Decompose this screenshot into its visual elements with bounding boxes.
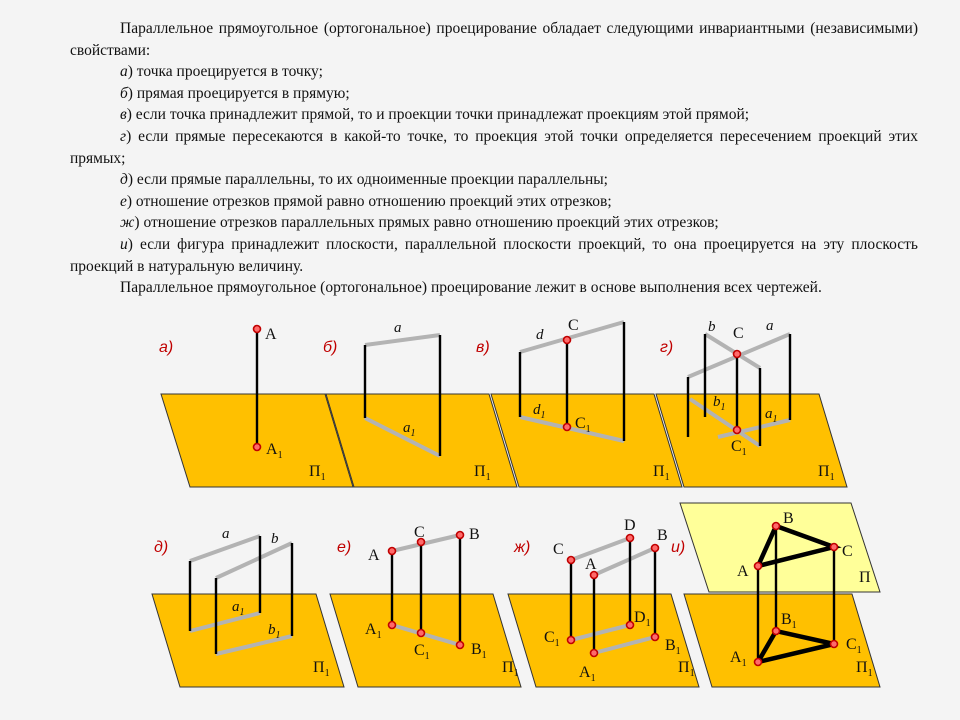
property-zh: ж) отношение отрезков параллельных прямых равно отношению проекций этих отрезков; [120, 214, 719, 232]
property-i: и) если фигура принадлежит плоскости, параллельной плоскости проекций, то она проецируется на эту плоскость проекций в натуральную величину. [70, 235, 918, 275]
panel-tag: и) [671, 539, 686, 556]
label-plane: $П_1$ [502, 659, 519, 679]
panel-tag: е) [337, 539, 352, 556]
panel-d [152, 526, 344, 687]
label-plane-p: П [859, 569, 871, 586]
label-b1: $B_1$ [665, 637, 681, 657]
label-b1: $b_1$ [713, 394, 726, 413]
label-b: B [657, 527, 668, 544]
point-b1 [773, 628, 780, 635]
label-a1: $A_1$ [579, 664, 596, 684]
label-c: C [414, 524, 425, 541]
point-a [254, 326, 261, 333]
point-c1 [568, 637, 575, 644]
point-b1 [457, 642, 464, 649]
point-c [564, 337, 571, 344]
label-a: A [585, 556, 597, 573]
panel-e [330, 524, 521, 687]
label-c1: $C_1$ [414, 642, 430, 662]
label-c1: $C_1$ [544, 629, 560, 649]
point-a1 [389, 622, 396, 629]
plane-p1 [330, 594, 521, 687]
point-c [734, 351, 741, 358]
panel-tag: г) [660, 339, 674, 356]
label-b: B [783, 510, 794, 527]
line-cd [571, 538, 630, 560]
label-c: C [553, 541, 564, 558]
point-b [457, 532, 464, 539]
property-v: в) если точка принадлежит прямой, то и проекции точки принадлежат проекциям этой прямой; [120, 106, 750, 124]
label-plane: $П_1$ [818, 463, 835, 483]
label-plane: $П_1$ [474, 463, 491, 483]
label-a: A [265, 326, 277, 343]
point-d [627, 535, 634, 542]
point-a [755, 563, 762, 570]
property-a: а) точка проецируется в точку; [120, 63, 323, 81]
label-c1: $C_1$ [575, 415, 591, 435]
line-ab [392, 535, 460, 551]
property-d: д) если прямые параллельны, то их одноименные проекции параллельны; [120, 171, 608, 189]
point-a1 [755, 659, 762, 666]
point-a1 [591, 650, 598, 657]
outro-paragraph: Параллельное прямоугольное (ортогональное) проецирование лежит в основе выполнения всех чертежей. [120, 279, 822, 297]
line-ab [594, 548, 655, 575]
label-plane: $П_1$ [678, 659, 695, 679]
label-a: a [766, 318, 774, 334]
panel-tag: б) [323, 339, 338, 356]
label-a: A [368, 547, 380, 564]
panel-tag: а) [159, 339, 174, 356]
property-b: б) прямая проецируется в прямую; [120, 84, 350, 102]
label-a1: $A_1$ [266, 441, 283, 461]
point-b1 [652, 634, 659, 641]
label-b1: $b_1$ [268, 622, 281, 641]
point-c1 [564, 424, 571, 431]
point-c [568, 557, 575, 564]
property-e: е) отношение отрезков прямой равно отношению проекций этих отрезков; [120, 192, 612, 210]
panel-tag: в) [476, 339, 490, 356]
label-c: C [733, 325, 744, 342]
label-a1: $A_1$ [365, 621, 382, 641]
point-c1 [734, 427, 741, 434]
label-d: D [624, 517, 636, 534]
property-g: г) если прямые пересекаются в какой-то точке, то проекция этой точки определяется пересечением проекций этих прямых; [70, 127, 918, 167]
label-b: b [271, 531, 279, 547]
label-d1: $D_1$ [634, 609, 651, 629]
panel-g [656, 318, 847, 487]
label-plane: $П_1$ [653, 463, 670, 483]
point-a [389, 548, 396, 555]
label-b: b [708, 319, 716, 335]
label-plane: $П_1$ [313, 659, 330, 679]
label-d: d [536, 327, 544, 343]
label-a: a [222, 526, 230, 542]
label-a: A [737, 563, 749, 580]
label-a1: $a_1$ [403, 420, 416, 439]
label-d1: $d_1$ [533, 402, 546, 421]
point-c [831, 544, 838, 551]
label-a1: $A_1$ [730, 649, 747, 669]
panel-i [671, 503, 880, 687]
point-c1 [831, 641, 838, 648]
label-a1: $a_1$ [232, 599, 245, 618]
intro-paragraph: Параллельное прямоугольное (ортогональное) проецирование обладает следующими инвариантными (независимыми) свойствами: [70, 20, 918, 59]
label-c: C [568, 317, 579, 334]
panel-tag: д) [154, 539, 169, 556]
label-b1: $B_1$ [781, 611, 797, 631]
label-b1: $B_1$ [471, 641, 487, 661]
label-a1: $a_1$ [765, 406, 778, 425]
point-b [652, 545, 659, 552]
label-plane-p1: $П_1$ [856, 659, 873, 679]
label-c1: $C_1$ [846, 636, 862, 656]
label-plane: $П_1$ [309, 463, 326, 483]
point-b [773, 523, 780, 530]
label-b: B [469, 526, 480, 543]
panel-tag: ж) [514, 539, 531, 556]
label-c: C [842, 543, 853, 560]
point-d1 [627, 622, 634, 629]
label-a: a [394, 320, 402, 336]
point-a1 [254, 444, 261, 451]
point-c1 [418, 630, 425, 637]
label-c1: $C_1$ [731, 438, 747, 458]
line-a [365, 335, 440, 345]
